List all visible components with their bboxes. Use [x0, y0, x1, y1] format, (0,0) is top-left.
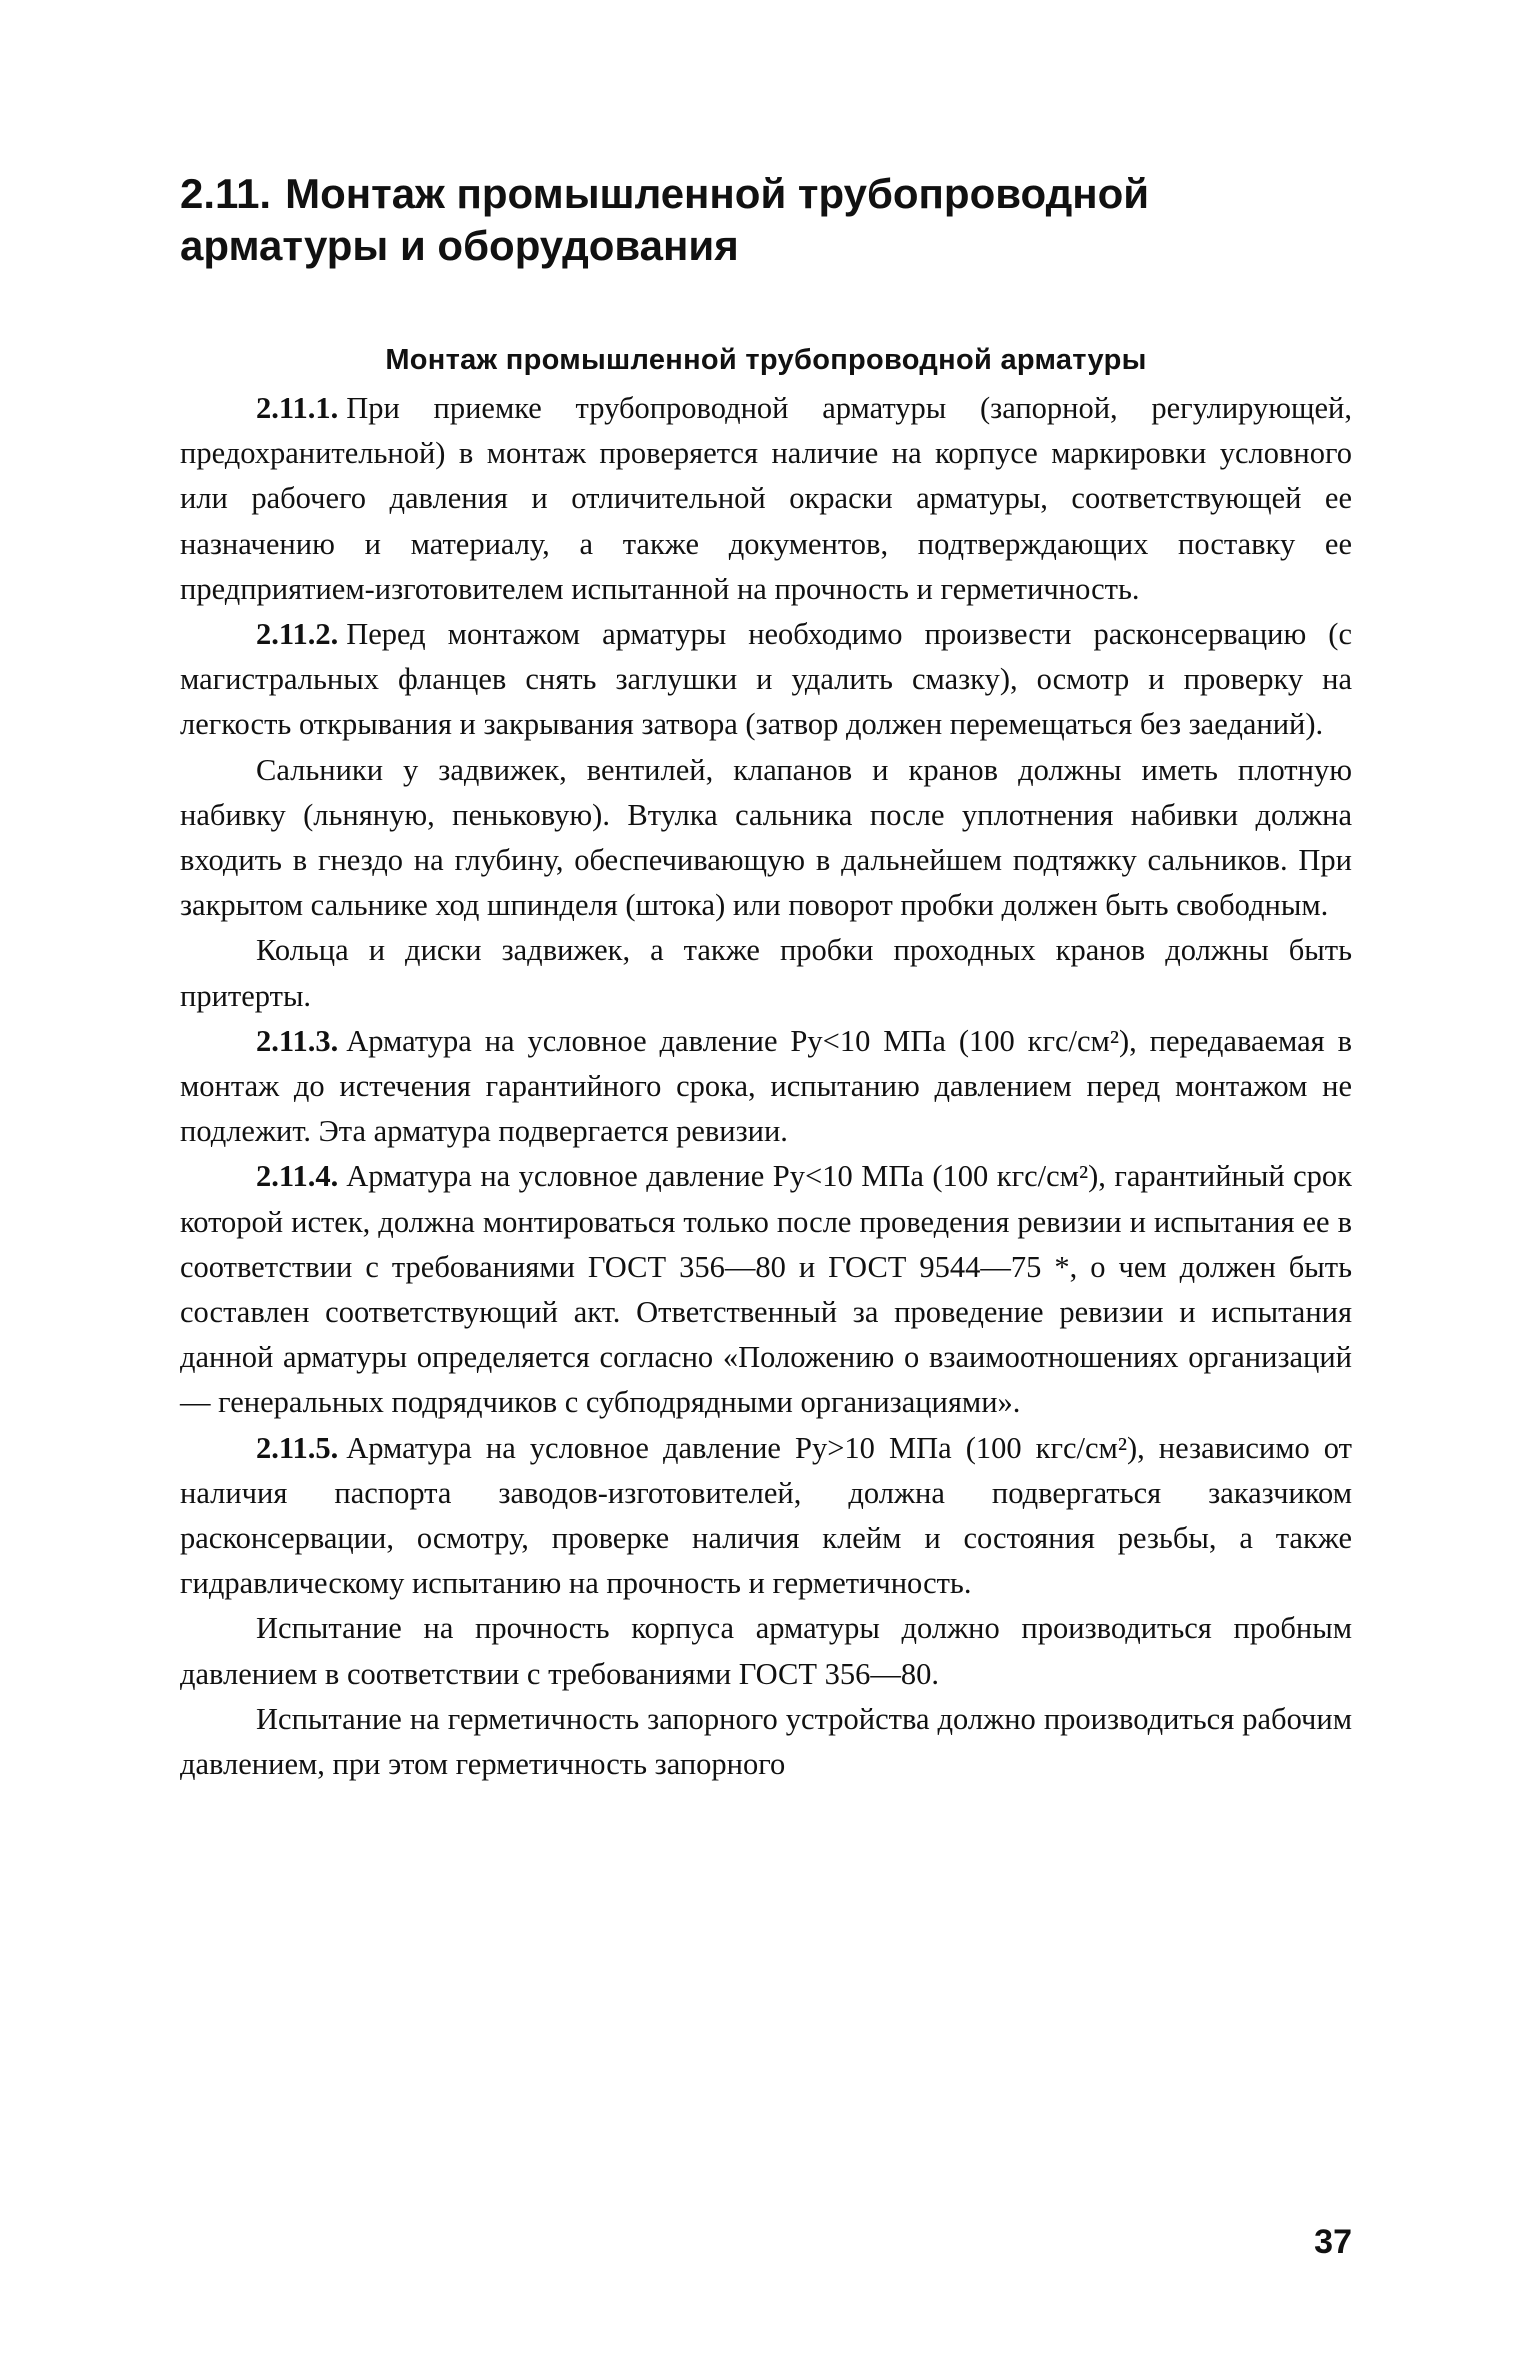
paragraph-text: Перед монтажом арматуры необходимо произвести расконсервацию (с магистральных фланцев снять заглушки и удалить смазку), осмотр и проверку на легкость открывания и закрывания затвора (затвор должен перемещаться без заеданий).: [180, 617, 1352, 742]
paragraph-number: 2.11.2.: [256, 617, 339, 652]
paragraph-tightness-test: [180, 1697, 1352, 1787]
paragraph-2-11-3: [180, 1019, 1352, 1155]
document-page: [180, 168, 1352, 1787]
paragraph-text: Арматура на условное давление Pу<10 МПа (100 кгс/см²), гарантийный срок которой истек, должна монтироваться только после проведения ревизии и испытания ее в соответствии с требованиями ГОСТ 356—80 и ГОСТ 9544—75 *, о чем должен быть составлен соответствующий акт. Ответственный за проведение ревизии и испытания данной арматуры определяется согласно «Положению о взаимоотношениях организаций — генеральных подрядчиков с субподрядными организациями».: [180, 1159, 1352, 1420]
paragraph-text: Испытание на прочность корпуса арматуры должно производиться пробным давлением в соответствии с требованиями ГОСТ 356—80.: [180, 1611, 1352, 1691]
paragraph-2-11-1: [180, 386, 1352, 612]
section-heading: [180, 168, 1352, 272]
paragraph-glands: [180, 748, 1352, 929]
paragraph-text: Испытание на герметичность запорного устройства должно производиться рабочим давлением, при этом герметичность запорного: [180, 1701, 1352, 1782]
section-title: Монтаж промышленной трубопроводной арматуры и оборудования: [180, 170, 1150, 269]
paragraph-strength-test: [180, 1606, 1352, 1696]
paragraph-text: Арматура на условное давление Pу<10 МПа (100 кгс/см²), передаваемая в монтаж до истечения гарантийного срока, испытанию давлением перед монтажом не подлежит. Эта арматура подвергается ревизии.: [180, 1023, 1352, 1149]
paragraph-2-11-2: [180, 612, 1352, 748]
section-number: 2.11.: [180, 170, 272, 217]
paragraph-text: Сальники у задвижек, вентилей, клапанов и кранов должны иметь плотную набивку (льняную, пеньковую). Втулка сальника после уплотнения набивки должна входить в гнездо на глубину, обеспечивающую в дальнейшем подтяжку сальников. При закрытом сальнике ход шпинделя (штока) или поворот пробки должен быть свободным.: [180, 752, 1352, 923]
paragraph-number: 2.11.4.: [256, 1159, 339, 1194]
paragraph-text: При приемке трубопроводной арматуры (запорной, регулирующей, предохранительной) в монтаж проверяется наличие на корпусе маркировки условного или рабочего давления и отличительной окраски арматуры, соответствующей ее назначению и материалу, а также документов, подтверждающих поставку ее предприятием-изготовителем испытанной на прочность и герметичность.: [180, 391, 1352, 606]
paragraph-rings-discs: [180, 928, 1352, 1018]
page-number: 37: [1314, 2223, 1352, 2261]
subsection-heading: Монтаж промышленной трубопроводной арматуры: [385, 344, 1147, 376]
paragraph-text: Арматура на условное давление Pу>10 МПа (100 кгс/см²), независимо от наличия паспорта заводов-изготовителей, должна подвергаться заказчиком расконсервации, осмотру, проверке наличия клейм и состояния резьбы, а также гидравлическому испытанию на прочность и герметичность.: [180, 1430, 1352, 1601]
paragraph-number: 2.11.5.: [256, 1430, 339, 1465]
paragraph-2-11-5: [180, 1426, 1352, 1607]
paragraph-number: 2.11.1.: [256, 391, 339, 425]
paragraph-text: Кольца и диски задвижек, а также пробки проходных кранов должны быть притерты.: [180, 933, 1352, 1013]
paragraph-2-11-4: [180, 1154, 1352, 1425]
paragraph-number: 2.11.3.: [256, 1023, 339, 1058]
